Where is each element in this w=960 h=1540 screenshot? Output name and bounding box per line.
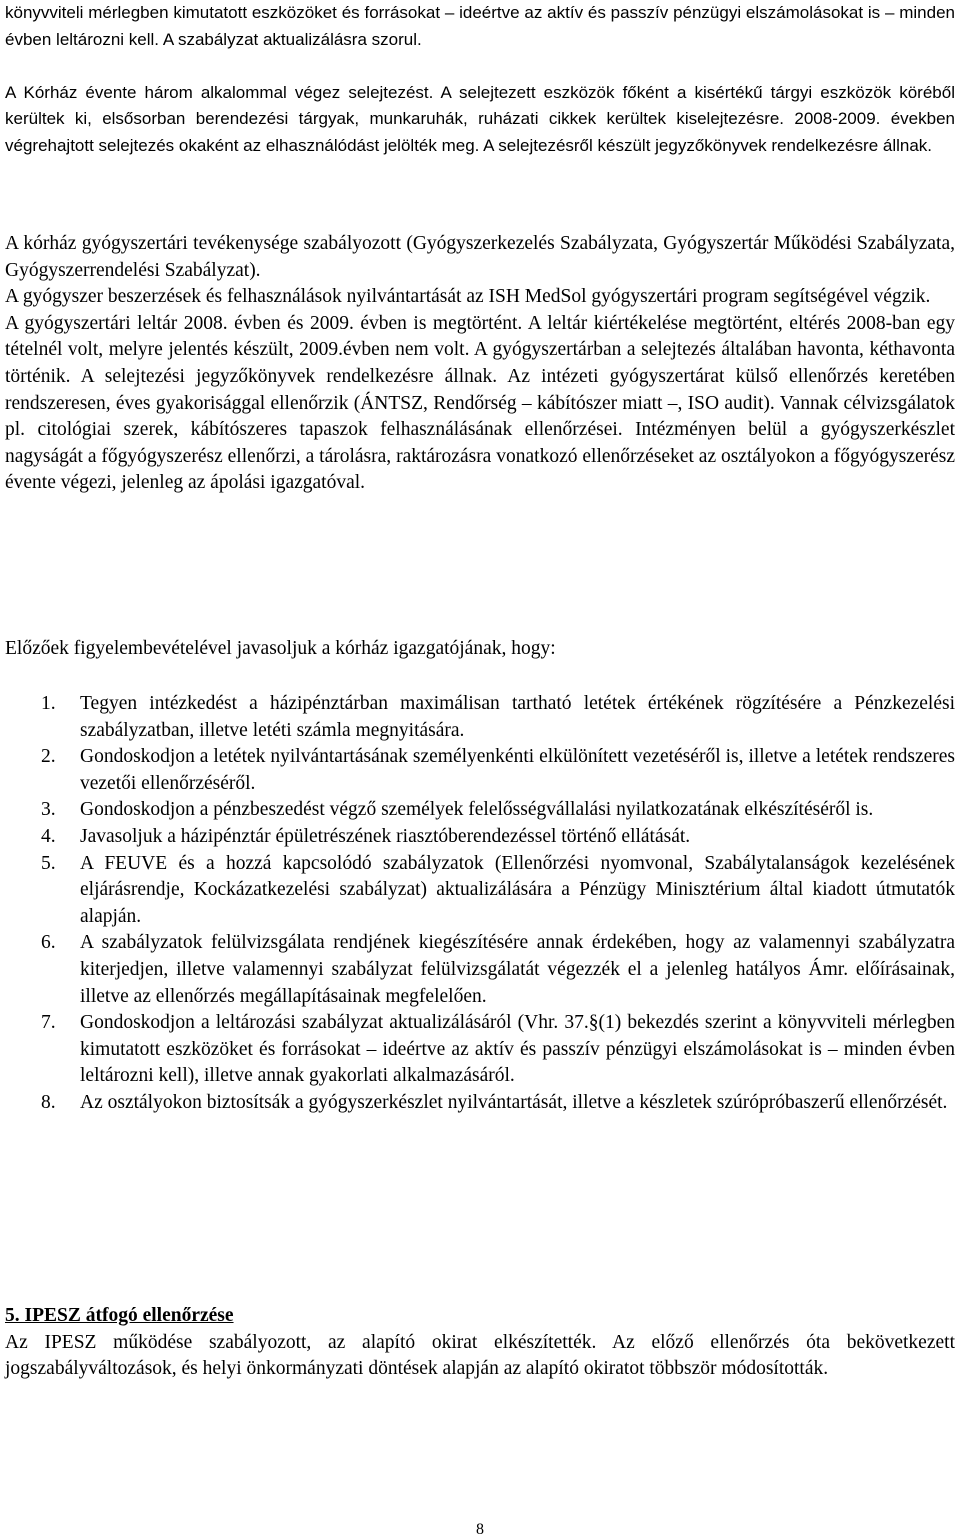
list-item-number: 3.: [41, 799, 56, 821]
list-item-text: Gondoskodjon a pénzbeszedést végző személyek felelősségvállalási nyilatkozatának elkészítéséről is.: [80, 799, 874, 821]
list-item: [5, 1090, 955, 1117]
list-item-text: Gondoskodjon a leltározási szabályzat aktualizálásáról (Vhr. 37.§(1) bekezdés szerint a könyvviteli mérlegben kimutatott eszközöket és forrásokat – ideértve az aktív és passzív pénzügyi elszámolásokat is – minden évben leltározni kell), illetve annak gyakorlati alkalmazásáról.: [80, 1012, 955, 1087]
list-item: [5, 824, 955, 851]
list-item-number: 6.: [41, 932, 56, 954]
list-item-number: 2.: [41, 746, 56, 768]
intro-text: Előzőek figyelembevételével javasoljuk a kórház igazgatójának, hogy:: [5, 638, 556, 659]
inventory-paragraph: könyvviteli mérlegben kimutatott eszközöket és forrásokat – ideértve az aktív és passzív pénzügyi elszámolásokat is – minden évben leltározni kell. A szabályzat aktualizálásra szorul.: [5, 3, 955, 49]
list-item-number: 7.: [41, 1012, 56, 1034]
pharmacy-section: [5, 231, 955, 497]
list-item: [5, 691, 955, 744]
list-item: [5, 744, 955, 797]
list-item: [5, 797, 955, 824]
list-item-text: Tegyen intézkedést a házipénztárban maximálisan tartható letétek értékének rögzítésére a Pénzkezelési szabályzatban, illetve letéti számla megnyitására.: [80, 693, 955, 741]
pharmacy-records-paragraph: A gyógyszer beszerzések és felhasználások nyilvántartását az ISH MedSol gyógyszertári program segítségével végzik.: [5, 286, 931, 308]
list-item-text: A szabályzatok felülvizsgálata rendjének kiegészítésére annak érdekében, hogy az valamennyi szabályzatra kiterjedjen, illetve valamennyi szabályzat felülvizsgálatát végezzék el a jelenleg hatályos Ámr. előírásainak, illetve az ellenőrzés megállapításainak megfelelően.: [80, 932, 955, 1007]
list-item-number: 5.: [41, 852, 56, 874]
pharmacy-regulation-paragraph: A kórház gyógyszertári tevékenysége szabályozott (Gyógyszerkezelés Szabályzata, Gyógyszertár Működési Szabályzata, Gyógyszerrendelési Szabályzat).: [5, 233, 955, 281]
disposal-paragraph: A Kórház évente három alkalommal végez selejtezést. A selejtezett eszközök főként a kisértékű tárgyi eszközök köréből kerültek ki, elsősorban berendezési tárgyak, munkaruhák, ruházati cikkek kerültek kiselejtezésre. 2008-2009. években végrehajtott selejtezés okaként az elhasználódást jelölték meg. A selejtezésről készült jegyzőkönyvek rendelkezésre állnak.: [5, 82, 955, 155]
ipesz-section: [5, 1303, 955, 1383]
inventory-section: [5, 0, 955, 160]
list-item: [5, 1010, 955, 1090]
recommendations-list-wrapper: [5, 691, 955, 1117]
section-body: Az IPESZ működése szabályozott, az alapító okirat elkészítették. Az előző ellenőrzés óta bekövetkezett jogszabályváltozások, és helyi önkormányzati döntések alapján az alapító okiratot többször módosították.: [5, 1331, 955, 1380]
recommendations-list: [5, 691, 955, 1117]
list-item-text: Gondoskodjon a letétek nyilvántartásának személyenkénti elkülönített vezetéséről is, illetve a letétek rendszeres vezetői ellenőrzéséről.: [80, 746, 955, 794]
list-item-number: 4.: [41, 825, 56, 847]
list-item-number: 1.: [41, 693, 56, 714]
list-item: [5, 851, 955, 931]
list-item-text: Az osztályokon biztosítsák a gyógyszerkészlet nyilvántartását, illetve a készletek szúrópróbaszerű ellenőrzését.: [80, 1091, 948, 1113]
list-item-text: Javasoljuk a házipénztár épületrészének riasztóberendezéssel történő ellátását.: [80, 825, 691, 847]
list-item: [5, 930, 955, 1010]
section-heading: 5. IPESZ átfogó ellenőrzése: [5, 1305, 234, 1326]
list-item-text: A FEUVE és a hozzá kapcsolódó szabályzatok (Ellenőrzési nyomvonal, Szabálytalanságok kezelésének eljárásrendje, Kockázatkezelési szabályzat) aktualizálására a Pénzügy Minisztérium által kiadott útmutatók alapján.: [80, 852, 955, 927]
page-number: 8: [476, 1521, 484, 1538]
list-item-number: 8.: [41, 1091, 56, 1113]
recommendations-intro: [5, 636, 955, 663]
pharmacy-inventory-paragraph: A gyógyszertári leltár 2008. évben és 2009. évben is megtörtént. A leltár kiértékelése megtörtént, eltérés 2008-ban egy tételnél volt, melyre jelentés készült, 2009.évben nem volt. A gyógyszertárban a selejtezés általában havonta, kéthavonta történik. A selejtezési jegyzőkönyvek rendelkezésre állnak. Az intézeti gyógyszertárat külső ellenőrzés keretében rendszeresen, éves gyakorisággal ellenőrzik (ÁNTSZ, Rendőrség – kábítószer miatt –, ISO audit). Vannak célvizsgálatok pl. citológiai szerek, kábítószeres tapaszok felhasználásának ellenőrzései. Intézményen belül a gyógyszerkészlet nagyságát a főgyógyszerész ellenőrzi, a tárolásra, raktározásra vonatkozó ellenőrzéseket az osztályokon a főgyógyszerész évente végezi, jelenleg az ápolási igazgatóval.: [5, 312, 955, 494]
